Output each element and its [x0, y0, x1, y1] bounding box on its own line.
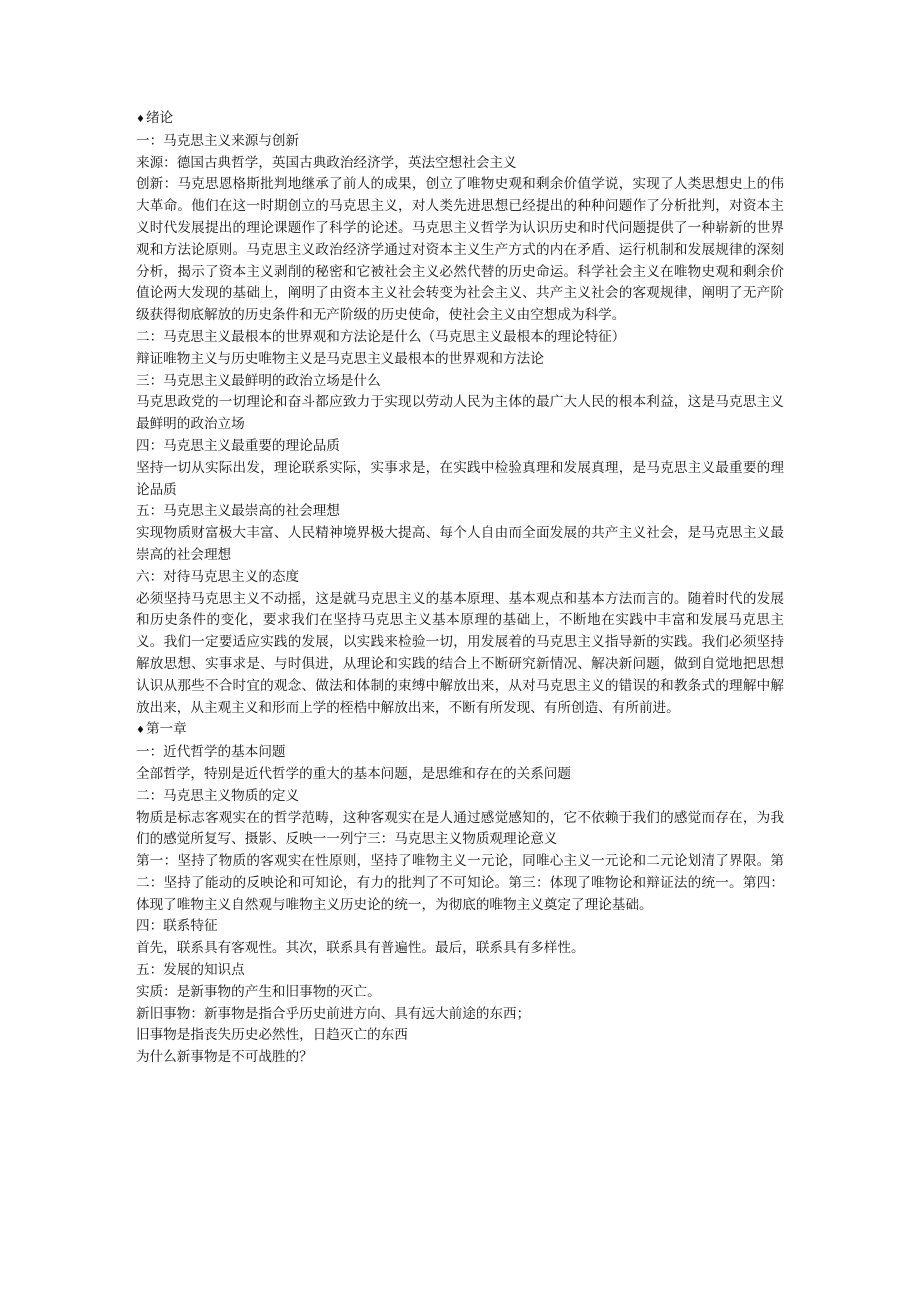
section-2-title: 二：马克思主义最根本的世界观和方法论是什么（马克思主义最根本的理论特征） — [136, 328, 626, 345]
chapter-1-item-5-new-things: 新旧事物：新事物是指合乎历史前进方向、具有远大前途的东西； — [136, 1005, 531, 1022]
chapter-1-item-4-title: 四：联系特征 — [136, 918, 218, 935]
chapter-1-item-5-essence: 实质：是新事物的产生和旧事物的灭亡。 — [136, 983, 381, 1000]
chapter-1-item-2-title: 二：马克思主义物质的定义 — [136, 787, 300, 804]
chapter-1-item-5-title: 五：发展的知识点 — [136, 962, 245, 979]
section-6-title: 六：对待马克思主义的态度 — [136, 568, 300, 585]
intro-heading — [136, 108, 784, 131]
section-1-innovation: 创新：马克思恩格斯批判地继承了前人的成果，创立了唯物史观和剩余价值学说，实现了人类思想史上的伟大革命。他们在这一时期创立的马克思主义，对人类先进思想已经提出的种种问题作了分析批判，对资本主义时代发展提出的理论课题作了科学的论述。马克思主义哲学为认识历史和时代问题提供了一种崭新的世界观和方法论原则。马克思主义政治经济学通过对资本主义生产方式的内在矛盾、运行机制和发展规律的深刻分析，揭示了资本主义剥削的秘密和它被社会主义必然代替的历史命运。科学社会主义在唯物史观和剩余价值论两大发现的基础上，阐明了由资本主义社会转变为社会主义、共产主义社会的客观规律，阐明了无产阶级获得彻底解放的历史条件和无产阶级的历史使命，使社会主义由空想成为科学。 — [136, 176, 784, 324]
diamond-bullet-icon: ♦ — [136, 725, 145, 737]
section-4-body: 坚持一切从实际出发，理论联系实际，实事求是，在实践中检验真理和发展真理，是马克思主义最重要的理论品质 — [136, 459, 784, 498]
section-1-source: 来源：德国古典哲学，英国古典政治经济学，英法空想社会主义 — [136, 154, 517, 171]
chapter-1-heading-label: 第一章 — [145, 721, 187, 738]
section-5-body: 实现物质财富极大丰富、人民精神境界极大提高、每个人自由而全面发展的共产主义社会，是马克思主义最崇高的社会理想 — [136, 525, 784, 563]
section-3-body: 马克思政党的一切理论和奋斗都应致力于实现以劳动人民为主体的最广大人民的根本利益，这是马克思主义最鲜明的政治立场 — [136, 394, 784, 433]
chapter-1-item-2-body: 物质是标志客观实在的哲学范畴，这种客观实在是人通过感觉感知的，它不依赖于我们的感觉而存在，为我们的感觉所复写、摄影、反映一一列宁三：马克思主义物质观理论意义 — [136, 809, 784, 848]
section-4-title: 四：马克思主义最重要的理论品质 — [136, 437, 340, 454]
section-3-title: 三：马克思主义最鲜明的政治立场是什么 — [136, 372, 381, 389]
chapter-1-item-1-body: 全部哲学，特别是近代哲学的重大的基本问题，是思维和存在的关系问题 — [136, 765, 571, 782]
chapter-1-item-5-old-things: 旧事物是指丧失历史必然性，日趋灭亡的东西 — [136, 1027, 408, 1044]
chapter-1-item-3-body: 第一：坚持了物质的客观实在性原则，坚持了唯物主义一元论，同唯心主义一元论和二元论划清了界限。第二：坚持了能动的反映论和可知论，有力的批判了不可知论。第三：体现了唯物论和辩证法的统一。第四：体现了唯物主义自然观与唯物主义历史论的统一，为彻底的唯物主义奠定了理论基础。 — [136, 853, 784, 913]
chapter-1-item-5-question: 为什么新事物是不可战胜的？ — [136, 1049, 313, 1066]
diamond-bullet-icon: ♦ — [136, 114, 145, 125]
section-1-title: 一：马克思主义来源与创新 — [136, 132, 300, 149]
chapter-1-heading — [136, 719, 784, 742]
section-6-body: 必须坚持马克思主义不动摇，这是就马克思主义的基本原理、基本观点和基本方法而言的。随着时代的发展和历史条件的变化，要求我们在坚持马克思主义基本原理的基础上，不断地在实践中丰富和发展马克思主义。我们一定要适应实践的发展，以实践来检验一切，用发展着的马克思主义指导新的实践。我们必须坚持解放思想、实事求是、与时俱进，从理论和实践的结合上不断研究新情况、解决新问题，做到自觉地把思想认识从那些不合时宜的观念、做法和体制的束缚中解放出来，从对马克思主义的错误的和教条式的理解中解放出来，从主观主义和形而上学的桎梏中解放出来，不断有所发现、有所创造、有所前进。 — [136, 590, 784, 716]
chapter-1-item-1-title: 一：近代哲学的基本问题 — [136, 744, 286, 761]
intro-heading-label: 绪论 — [145, 110, 174, 126]
section-5-title: 五：马克思主义最崇高的社会理想 — [136, 503, 340, 520]
document-page — [136, 108, 784, 1069]
section-2-body: 辩证唯物主义与历史唯物主义是马克思主义最根本的世界观和方法论 — [136, 350, 544, 367]
chapter-1-item-4-body: 首先，联系具有客观性。其次，联系具有普遍性。最后，联系具有多样性。 — [136, 940, 585, 957]
